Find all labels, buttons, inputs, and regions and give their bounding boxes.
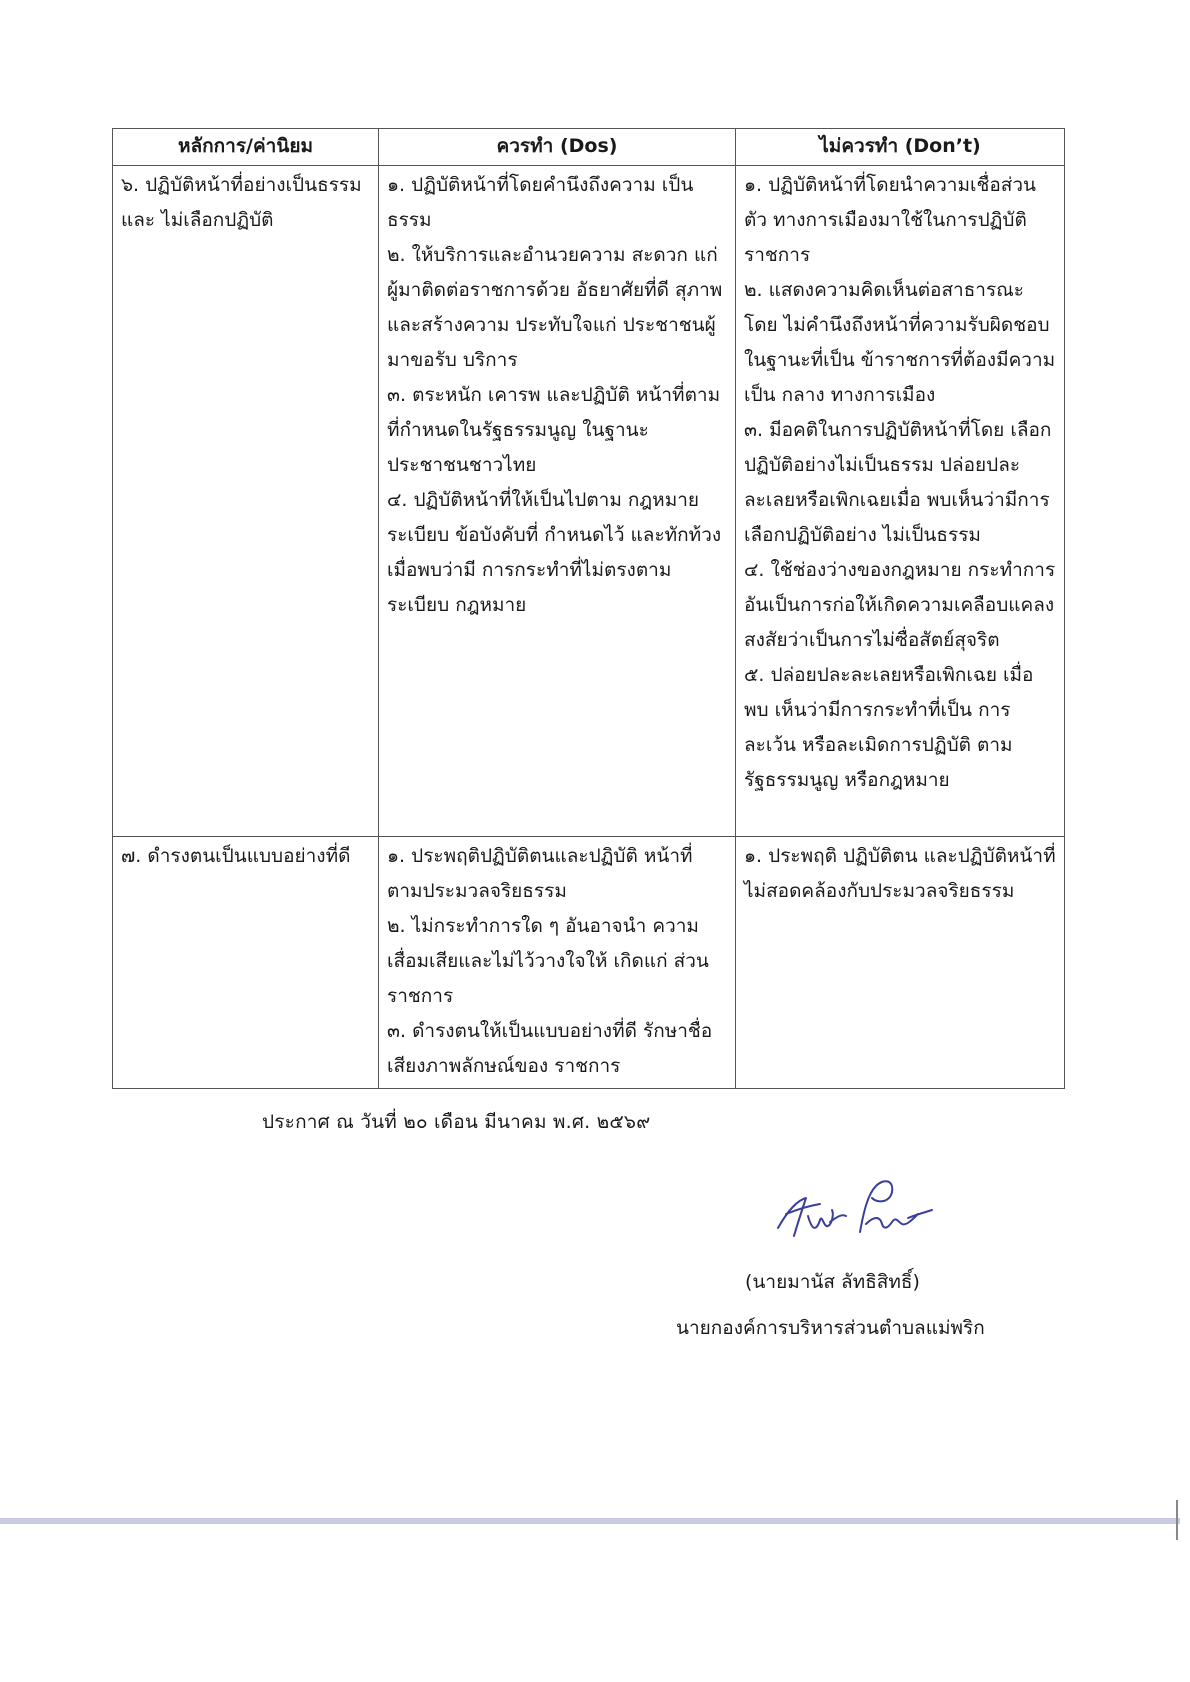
- dos-cell: [379, 837, 736, 1089]
- dos-item: ๒. ไม่กระทำการใด ๆ อันอาจนำ ความเสื่อมเสียและไม่ไว้วางใจให้ เกิดแก่ ส่วนราชการ: [387, 915, 709, 1007]
- dont-item: ๒. แสดงความคิดเห็นต่อสาธารณะ โดย ไม่คำนึงถึงหน้าที่ความรับผิดชอบ ในฐานะที่เป็น ข้าราชการที่ต้องมีความเป็น กลาง ทางการเมือง: [744, 279, 1056, 406]
- page-edge-mark: [1176, 1500, 1178, 1540]
- principle-cell: [113, 166, 379, 837]
- table-row: [113, 166, 1065, 837]
- bottom-divider: [0, 1518, 1180, 1524]
- dos-item: ๔. ปฏิบัติหน้าที่ให้เป็นไปตาม กฎหมาย ระเบียบ ข้อบังคับที่ กำหนดไว้ และทักท้วงเมื่อพบว่ามี การกระทำที่ไม่ตรงตามระเบียบ กฎหมาย: [387, 489, 722, 616]
- principle-cell: [113, 837, 379, 1089]
- signer-name: (นายมานัส ลัทธิสิทธิ์): [745, 1271, 920, 1293]
- principle-text: ๖. ปฏิบัติหน้าที่อย่างเป็นธรรม และ ไม่เลือกปฏิบัติ: [121, 174, 362, 231]
- table-row: [113, 837, 1065, 1089]
- signer-title: นายกองค์การบริหารส่วนตำบลแม่พริก: [676, 1317, 985, 1339]
- dos-item: ๓. ตระหนัก เคารพ และปฏิบัติ หน้าที่ตามที่กำหนดในรัฐธรรมนูญ ในฐานะประชาชนชาวไทย: [387, 384, 721, 476]
- donts-cell: [736, 837, 1065, 1089]
- table-header-row: [113, 129, 1065, 166]
- dos-cell: [379, 166, 736, 837]
- dos-item: ๓. ดำรงตนให้เป็นแบบอย่างที่ดี รักษาชื่อเสียงภาพลักษณ์ของ ราชการ: [387, 1020, 713, 1077]
- header-donts: ไม่ควรทำ (Don’t): [736, 129, 1065, 166]
- header-dos: ควรทำ (Dos): [379, 129, 736, 166]
- dos-item: ๒. ให้บริการและอำนวยความ สะดวก แก่ผู้มาติดต่อราชการด้วย อัธยาศัยที่ดี สุภาพ และสร้างความ ประทับใจแก่ ประชาชนผู้มาขอรับ บริการ: [387, 244, 723, 371]
- donts-cell: [736, 166, 1065, 837]
- header-principle: หลักการ/ค่านิยม: [113, 129, 379, 166]
- dos-item: ๑. ประพฤติปฏิบัติตนและปฏิบัติ หน้าที่ตามประมวลจริยธรรม: [387, 845, 693, 902]
- dont-item: ๓. มีอคติในการปฏิบัติหน้าที่โดย เลือกปฏิบัติอย่างไม่เป็นธรรม ปล่อยปละละเลยหรือเพิกเฉยเมื่อ พบเห็นว่ามีการ เลือกปฏิบัติอย่าง ไม่เป็นธรรม: [744, 419, 1052, 546]
- dont-item: ๕. ปล่อยปละละเลยหรือเพิกเฉย เมื่อพบ เห็นว่ามีการกระทำที่เป็น การละเว้น หรือละเมิดการปฏิบัติ ตามรัฐธรรมนูญ หรือกฎหมาย: [744, 664, 1034, 791]
- announcement-date: ประกาศ ณ วันที่ ๒๐ เดือน มีนาคม พ.ศ. ๒๕๖๙: [262, 1111, 651, 1133]
- dos-item: ๑. ปฏิบัติหน้าที่โดยคำนึงถึงความ เป็นธรรม: [387, 174, 694, 231]
- dont-item: ๔. ใช้ช่องว่างของกฎหมาย กระทำการ อันเป็นการก่อให้เกิดความเคลือบแคลง สงสัยว่าเป็นการไม่ซื่อสัตย์สุจริต: [744, 559, 1056, 651]
- principle-text: ๗. ดำรงตนเป็นแบบอย่างที่ดี: [121, 845, 351, 867]
- dont-item: ๑. ประพฤติ ปฏิบัติตน และปฏิบัติหน้าที่ไม่สอดคล้องกับประมวลจริยธรรม: [744, 845, 1056, 902]
- signature-image: [768, 1170, 938, 1250]
- ethics-principles-table: [112, 128, 1065, 1089]
- dont-item: ๑. ปฏิบัติหน้าที่โดยนำความเชื่อส่วนตัว ทางการเมืองมาใช้ในการปฏิบัติราชการ: [744, 174, 1037, 266]
